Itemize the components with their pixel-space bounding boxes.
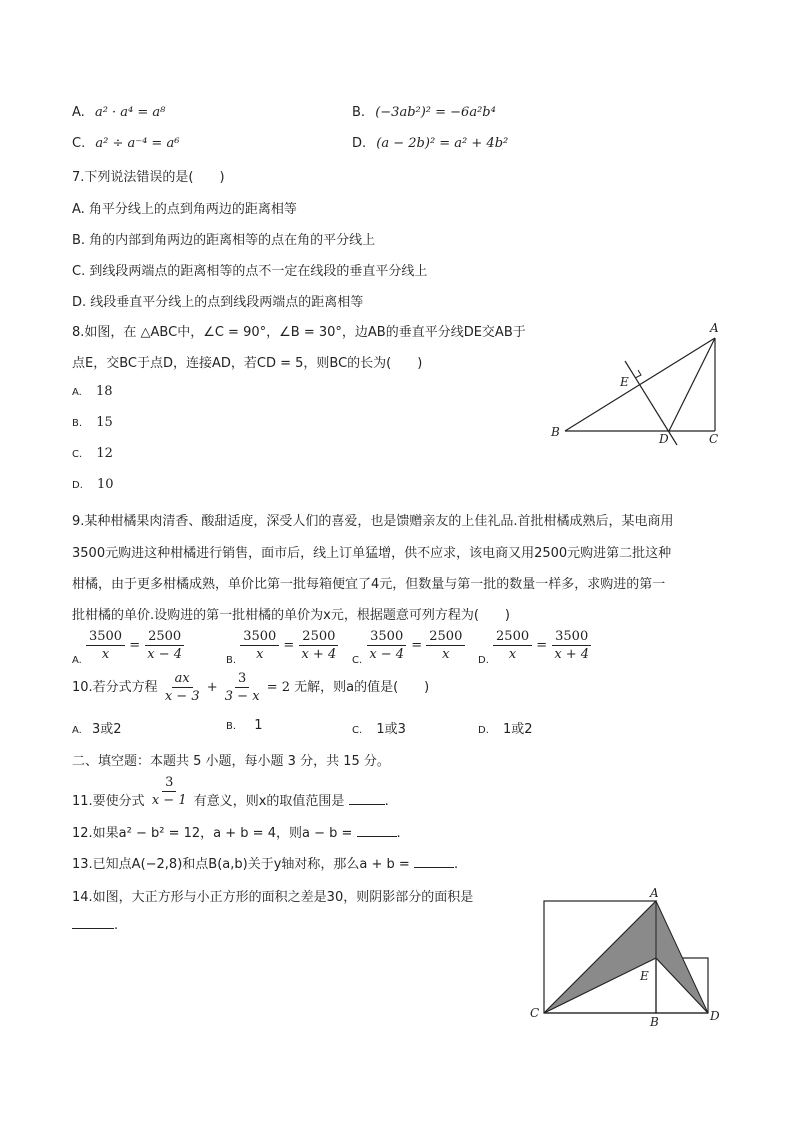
option-label: C. [72,449,83,460]
q10-suffix: 无解，则a的值是( ) [294,680,430,695]
q8-stem-line1: 8.如图，在 △ABC中，∠C = 90°，∠B = 30°，边AB的垂直平分线DE交AB于 [72,325,526,340]
q11-prefix: 11.要使分式 [72,794,145,809]
option-label: B. [352,105,366,120]
fraction-left: $\frac{3500}{x}$ [86,628,125,663]
q8-option-a [72,384,113,399]
q10-option-b [226,718,262,733]
option-label: C. [352,655,363,666]
label-d: D [710,1009,720,1023]
option-label: B. [226,655,237,666]
option-expression: (−3ab²)² = −6a²b⁴ [375,105,496,120]
q10-option-c [352,718,406,737]
q7-option-a: A. 角平分线上的点到角两边的距离相等 [72,202,297,217]
answer-blank[interactable] [414,855,454,868]
q7-option-b: B. 角的内部到角两边的距离相等的点在角的平分线上 [72,233,376,248]
q6-option-a [72,105,165,120]
fraction-3: $\frac{3}{3 - x}$ [224,671,260,704]
option-value: 1或3 [376,722,406,737]
q8-stem-line2: 点E，交BC于点D，连接AD，若CD = 5，则BC的长为( ) [72,356,423,371]
q8-triangle-figure [545,318,735,450]
fraction-right: $\frac{2500}{x - 4}$ [144,628,185,663]
q10-rhs: = 2 [266,680,290,695]
fraction-right: $\frac{3500}{x + 4}$ [551,628,592,663]
option-label: A. [72,387,82,398]
answer-blank[interactable] [72,916,114,929]
option-label: B. [72,418,83,429]
q6-option-c [72,136,179,151]
q8-option-c [72,446,113,461]
fraction-right: $\frac{2500}{x}$ [426,628,465,663]
q7-option-c: C. 到线段两端点的距离相等的点不一定在线段的垂直平分线上 [72,264,428,279]
label-d: D [659,432,669,446]
option-expression: a² · a⁴ = a⁸ [94,105,166,120]
q6-option-d [352,136,508,151]
fraction-ax: $\frac{ax}{x - 3}$ [164,671,200,704]
q9-stem-line1: 9.某种柑橘果肉清香、酸甜适度，深受人们的喜爱，也是馈赠亲友的上佳礼品.首批柑橘成熟后，某电商用 [72,514,674,529]
option-value: 12 [96,446,113,461]
option-value: 18 [95,384,113,399]
label-c: C [530,1006,540,1020]
section-heading: 二、填空题：本题共 5 小题，每小题 3 分，共 15 分。 [72,754,390,769]
q13-text: 13.已知点A(−2,8)和点B(a,b)关于y轴对称，那么a + b = [72,857,410,872]
q14-squares-figure [522,884,734,1032]
option-label: C. [352,725,363,736]
option-label: C. [72,136,86,151]
option-label: B. [226,721,237,732]
q12-stem: 12.如果a² − b² = 12，a + b = 4，则a − b = . [72,826,401,841]
label-c: C [709,432,719,446]
option-expression: (a − 2b)² = a² + 4b² [376,136,509,151]
q9-stem-line4: 批柑橘的单价.设购进的第一批柑橘的单价为x元，根据题意可列方程为( ) [72,608,510,623]
fraction-left: $\frac{3500}{x}$ [240,628,279,663]
q11-suffix: 有意义，则x的取值范围是 [193,794,345,809]
fraction-left: $\frac{2500}{x}$ [493,628,532,663]
option-label: D. [478,655,489,666]
q9-option-a: $_{A.}$ $\frac{3500}{x}$ = $\frac{2500}{x - 4}$ [72,628,185,663]
option-value: 3或2 [91,722,122,737]
q7-option-d: D. 线段垂直平分线上的点到线段两端点的距离相等 [72,295,364,310]
answer-blank[interactable] [349,792,385,805]
option-value: 1或2 [503,722,533,737]
label-b: B [551,425,560,439]
q10-prefix: 10.若分式方程 [72,680,158,695]
option-label: D. [478,725,489,736]
q10-option-a [72,718,122,737]
option-label: A. [72,725,82,736]
q8-option-d [72,477,114,492]
fraction-left: $\frac{3500}{x - 4}$ [366,628,407,663]
fraction: $\frac{3}{x - 1}$ [151,775,187,808]
q14-answer: . [72,916,118,933]
option-label: D. [352,136,367,151]
label-a: A [710,321,719,335]
answer-blank[interactable] [357,824,397,837]
label-a: A [650,886,659,900]
fraction-right: $\frac{2500}{x + 4}$ [298,628,339,663]
q9-option-c: $_{C.}$ $\frac{3500}{x - 4}$ = $\frac{2500}{x}$ [352,628,465,663]
q14-stem: 14.如图，大正方形与小正方形的面积之差是30，则阴影部分的面积是 [72,890,474,905]
q10-stem: 10.若分式方程 $\frac{ax}{x - 3}$ + $\frac{3}{3 - x}$ = 2 无解，则a的值是( ) [72,671,430,704]
q9-option-d: $_{D.}$ $\frac{2500}{x}$ = $\frac{3500}{x + 4}$ [478,628,592,663]
q13-stem: 13.已知点A(−2,8)和点B(a,b)关于y轴对称，那么a + b = . [72,857,459,872]
q12-text: 12.如果a² − b² = 12，a + b = 4，则a − b = [72,826,353,841]
q9-option-b: $_{B.}$ $\frac{3500}{x}$ = $\frac{2500}{x + 4}$ [226,628,339,663]
q10-option-d [478,718,533,737]
q9-stem-line3: 柑橘，由于更多柑橘成熟，单价比第一批每箱便宜了4元，但数量与第一批的数量一样多，求购进的第一 [72,577,666,592]
option-value: 1 [254,718,263,733]
q8-option-b [72,415,113,430]
option-label: A. [72,655,82,666]
option-value: 10 [97,477,114,492]
label-e: E [640,969,649,983]
option-expression: a² ÷ a⁻⁴ = a⁶ [95,136,180,151]
option-label: A. [72,105,85,120]
label-e: E [620,375,629,389]
q6-option-b [352,105,496,120]
option-value: 15 [96,415,113,430]
q7-stem: 7.下列说法错误的是( ) [72,170,225,185]
option-label: D. [72,480,83,491]
q11-stem: 11.要使分式 $\frac{3}{x - 1}$ 有意义，则x的取值范围是 . [72,775,389,809]
label-b: B [650,1015,659,1029]
q9-stem-line2: 3500元购进这种柑橘进行销售，面市后，线上订单猛增，供不应求，该电商又用2500元购进第二批这种 [72,546,672,561]
